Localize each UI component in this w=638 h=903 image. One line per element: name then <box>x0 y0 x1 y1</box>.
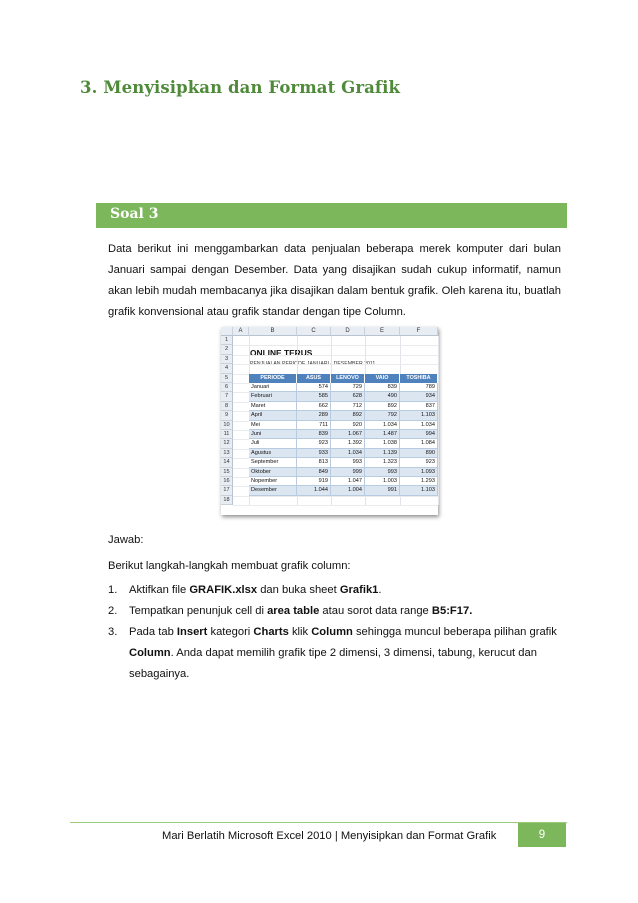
row-header: 17 <box>221 486 233 495</box>
row-header: 6 <box>221 383 233 392</box>
column-header: D <box>331 327 365 336</box>
gridline <box>233 505 438 506</box>
step-text <box>129 622 559 685</box>
row-header: 11 <box>221 430 233 439</box>
table-cell: 628 <box>331 392 365 401</box>
table-cell: 839 <box>297 430 331 439</box>
step-keyword: Column <box>311 626 353 638</box>
table-cell: Juli <box>249 439 297 448</box>
table-cell: 923 <box>297 439 331 448</box>
step-text-run: Pada tab <box>129 626 177 638</box>
table-cell: April <box>249 411 297 420</box>
row-header: 9 <box>221 411 233 420</box>
table-header-cell: TOSHIBA <box>400 374 438 383</box>
step-text-run: . <box>378 584 382 596</box>
table-cell: 1.103 <box>400 486 438 495</box>
footer-divider <box>70 822 567 823</box>
table-cell: Februari <box>249 392 297 401</box>
step-text-run: klik <box>288 626 312 638</box>
table-cell: 919 <box>297 477 331 486</box>
row-header: 12 <box>221 439 233 448</box>
column-header: E <box>365 327 400 336</box>
table-cell: Januari <box>249 383 297 392</box>
table-cell: September <box>249 458 297 467</box>
row-header: 13 <box>221 449 233 458</box>
table-cell: Oktober <box>249 468 297 477</box>
column-header: B <box>249 327 297 336</box>
table-cell: 574 <box>297 383 331 392</box>
step-text <box>129 601 559 622</box>
problem-paragraph: Data berikut ini menggambarkan data penjualan beberapa merek komputer dari bulan Januari sampai dengan Desember. Data yang disajikan sudah cukup informatif, namun akan lebih mudah membacanya jika disajikan dalam bentuk grafik. Oleh karena itu, buatlah grafik konvensional atau grafik standar dengan tipe Column. <box>108 243 561 318</box>
table-cell: 1.487 <box>365 430 400 439</box>
table-cell: 1.004 <box>331 486 365 495</box>
table-cell: Maret <box>249 402 297 411</box>
row-header: 3 <box>221 355 233 364</box>
answer-label: Jawab: <box>108 534 144 546</box>
table-cell: 1.044 <box>297 486 331 495</box>
row-header: 4 <box>221 364 233 373</box>
table-cell: 1.047 <box>331 477 365 486</box>
table-cell: 839 <box>365 383 400 392</box>
table-cell: 1.139 <box>365 449 400 458</box>
step-text-run: dan buka sheet <box>257 584 340 596</box>
table-cell: Agustus <box>249 449 297 458</box>
gridline <box>233 364 438 365</box>
step-keyword: Insert <box>176 626 208 638</box>
table-header-cell: PERIODE <box>249 374 297 383</box>
step-text-run: kategori <box>207 626 254 638</box>
table-cell: 729 <box>331 383 365 392</box>
table-cell: Mei <box>249 421 297 430</box>
page-number: 9 <box>518 823 566 847</box>
table-cell: 1.323 <box>365 458 400 467</box>
table-cell: Desember <box>249 486 297 495</box>
sheet-subtitle: PENJUALAN PERIODE JANUARI - DESEMBER 2011 <box>250 361 376 367</box>
table-cell: 1.103 <box>400 411 438 420</box>
table-cell: 994 <box>400 430 438 439</box>
step-keyword: area table <box>267 605 320 617</box>
step-text-run: . Anda dapat memilih grafik tipe 2 dimensi, 3 dimensi, tabung, kerucut dan sebagainya. <box>129 647 537 680</box>
step-text <box>129 580 559 601</box>
table-cell: 1.034 <box>365 421 400 430</box>
table-cell: 1.084 <box>400 439 438 448</box>
row-header: 2 <box>221 345 233 354</box>
table-cell: 934 <box>400 392 438 401</box>
table-cell: 813 <box>297 458 331 467</box>
sheet-title: ONLINE TERUS <box>250 348 313 358</box>
section-heading: 3. Menyisipkan dan Format Grafik <box>80 78 401 97</box>
table-cell: 789 <box>400 383 438 392</box>
column-header: A <box>233 327 249 336</box>
row-header: 14 <box>221 458 233 467</box>
sheet-corner <box>221 327 233 336</box>
step-text-run: sehingga muncul beberapa pilihan grafik <box>352 626 557 638</box>
table-cell: 920 <box>331 421 365 430</box>
spreadsheet-screenshot <box>221 327 438 515</box>
table-cell: 991 <box>365 486 400 495</box>
table-cell: 923 <box>400 458 438 467</box>
soal-banner <box>96 203 567 228</box>
column-header: C <box>297 327 331 336</box>
table-header-cell: ASUS <box>297 374 331 383</box>
table-cell: 792 <box>365 411 400 420</box>
table-cell: 849 <box>297 468 331 477</box>
table-header-cell: LENOVO <box>331 374 365 383</box>
table-cell: 999 <box>331 468 365 477</box>
table-cell: 892 <box>331 411 365 420</box>
table-cell: 712 <box>331 402 365 411</box>
table-header-cell: VAIO <box>365 374 400 383</box>
step-number: 2. <box>108 605 118 617</box>
table-cell: 993 <box>365 468 400 477</box>
step-text-run: atau sorot data range <box>319 605 432 617</box>
table-cell: Juni <box>249 430 297 439</box>
gridline <box>233 496 438 497</box>
soal-title: Soal 3 <box>110 206 159 222</box>
step-text-run: Aktifkan file <box>129 584 190 596</box>
table-cell: 1.293 <box>400 477 438 486</box>
table-cell: 1.392 <box>331 439 365 448</box>
table-cell: 711 <box>297 421 331 430</box>
table-cell: 1.038 <box>365 439 400 448</box>
table-cell: 837 <box>400 402 438 411</box>
table-cell: 585 <box>297 392 331 401</box>
table-cell: 490 <box>365 392 400 401</box>
table-cell: 1.003 <box>365 477 400 486</box>
row-header: 1 <box>221 336 233 345</box>
table-cell: 1.093 <box>400 468 438 477</box>
row-header: 18 <box>221 496 233 505</box>
row-header: 7 <box>221 392 233 401</box>
gridline <box>233 345 438 346</box>
steps-intro: Berikut langkah-langkah membuat grafik column: <box>108 560 351 572</box>
table-cell: 1.034 <box>331 449 365 458</box>
row-header: 16 <box>221 477 233 486</box>
step-number: 1. <box>108 584 118 596</box>
step-keyword: GRAFIK.xlsx <box>189 584 258 596</box>
table-cell: 933 <box>297 449 331 458</box>
table-cell: 1.067 <box>331 430 365 439</box>
step-keyword: B5:F17. <box>431 605 473 617</box>
row-header: 10 <box>221 421 233 430</box>
table-cell: Nopember <box>249 477 297 486</box>
row-header: 5 <box>221 374 233 383</box>
row-header: 8 <box>221 402 233 411</box>
step-keyword: Column <box>129 647 171 659</box>
step-keyword: Grafik1 <box>339 584 379 596</box>
table-cell: 892 <box>365 402 400 411</box>
row-header: 15 <box>221 468 233 477</box>
gridline <box>438 336 439 505</box>
step-number: 3. <box>108 626 118 638</box>
footer-text: Mari Berlatih Microsoft Excel 2010 | Menyisipkan dan Format Grafik <box>162 830 497 842</box>
step-keyword: Charts <box>253 626 289 638</box>
table-cell: 289 <box>297 411 331 420</box>
table-cell: 1.034 <box>400 421 438 430</box>
step-text-run: Tempatkan penunjuk cell di <box>129 605 268 617</box>
table-cell: 890 <box>400 449 438 458</box>
gridline <box>233 355 438 356</box>
table-cell: 993 <box>331 458 365 467</box>
table-cell: 662 <box>297 402 331 411</box>
column-header: F <box>400 327 438 336</box>
